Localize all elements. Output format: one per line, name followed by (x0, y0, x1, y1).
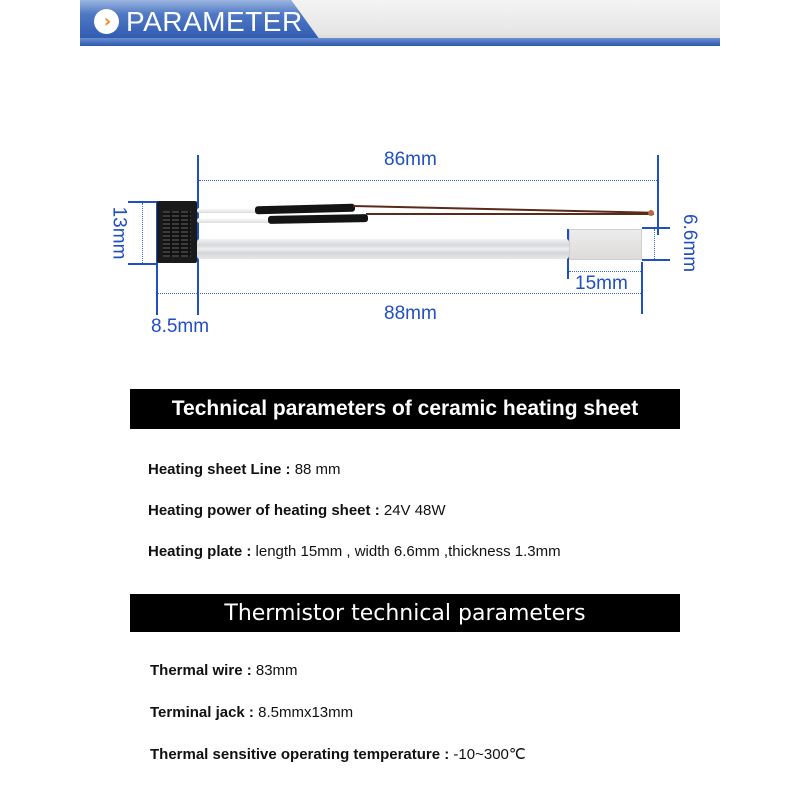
thermistor-wire-white-2 (197, 218, 273, 223)
section-heading-thermistor: Thermistor technical parameters (130, 594, 680, 632)
banner-title: PARAMETER (126, 6, 303, 37)
spec-thermal-wire (150, 662, 298, 679)
dim-tick-6-6mm-bottom (642, 259, 670, 261)
dim-guide-6-6mm (654, 229, 655, 259)
section-heading-ceramic-heating-sheet: Technical parameters of ceramic heating sheet (130, 389, 680, 429)
heat-shrink-sleeve-2 (268, 214, 368, 224)
dim-tick-13mm-bottom (128, 263, 158, 265)
dim-label-86mm: 86mm (384, 149, 437, 170)
banner-blue-strip (80, 38, 720, 46)
dim-guide-15mm (569, 271, 641, 272)
spec-value: length 15mm , width 6.6mm ,thickness 1.3mm (255, 543, 561, 560)
dim-label-6-6mm: 6.6mm (679, 213, 701, 273)
thermistor-wire-white-1 (197, 208, 259, 213)
dim-tick-13mm-top (128, 201, 158, 203)
dim-guide-13mm (142, 203, 143, 263)
dim-line-connector-right (197, 155, 199, 315)
spec-heating-sheet-line (148, 461, 341, 478)
spec-heating-plate (148, 543, 561, 560)
heating-wire-ribbon (197, 239, 569, 259)
thermistor-lead-2 (366, 213, 654, 215)
spec-value: -10~300℃ (453, 746, 526, 763)
dim-guide-86mm (199, 180, 657, 181)
spec-heating-power (148, 502, 446, 519)
spec-key: Thermal wire : (150, 662, 256, 679)
spec-key: Terminal jack : (150, 704, 259, 721)
spec-value: 88 mm (294, 461, 341, 478)
dim-label-8-5mm: 8.5mm (151, 316, 210, 337)
terminal-connector (157, 201, 197, 263)
dim-guide-88mm (158, 293, 641, 294)
spec-key: Thermal sensitive operating temperature : (150, 746, 454, 763)
dim-line-plate-end (641, 262, 643, 314)
spec-value: 8.5mmx13mm (258, 704, 354, 721)
parameter-banner (80, 0, 720, 46)
dim-line-wire-end (657, 155, 659, 235)
heat-shrink-sleeve-1 (255, 204, 355, 215)
dim-label-15mm: 15mm (575, 273, 628, 294)
dim-label-13mm: 13mm (108, 206, 130, 260)
chevron-right-icon: › (94, 9, 119, 34)
ceramic-heating-plate (569, 229, 642, 260)
dim-label-88mm: 88mm (384, 303, 437, 324)
spec-value: 24V 48W (383, 502, 446, 519)
spec-terminal-jack (150, 704, 353, 721)
spec-operating-temperature (150, 745, 526, 763)
spec-value: 83mm (255, 662, 298, 679)
spec-key: Heating power of heating sheet : (148, 502, 384, 519)
spec-key: Heating plate : (148, 543, 256, 560)
thermistor-bead (648, 210, 654, 216)
spec-key: Heating sheet Line : (148, 461, 295, 478)
dim-tick-6-6mm-top (642, 227, 670, 229)
